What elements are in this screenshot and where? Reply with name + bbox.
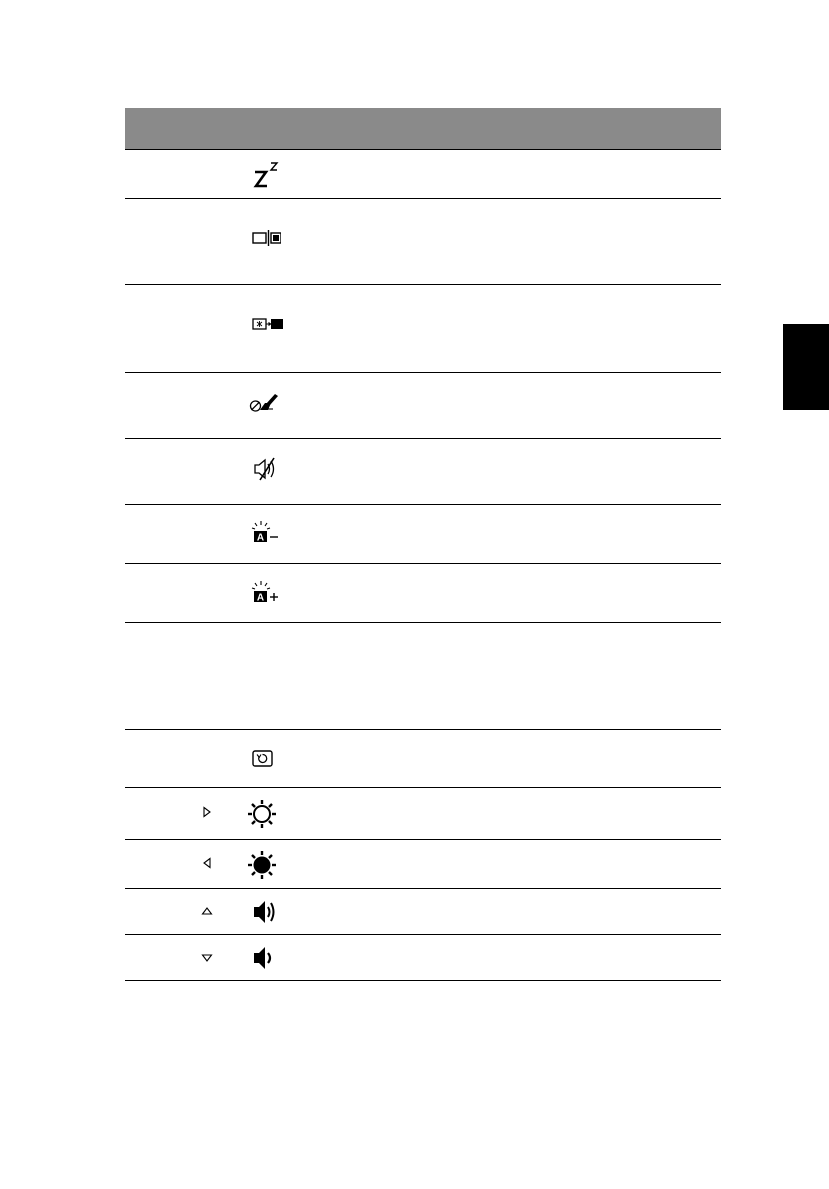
table-row (125, 505, 721, 564)
table-row (125, 285, 721, 373)
section-thumb-tab (783, 324, 829, 410)
screen-blank-icon (245, 316, 289, 332)
table-row (125, 199, 721, 285)
keyboard-backlight-down-icon (245, 520, 289, 544)
table-row (125, 840, 721, 889)
brightness-down-icon (245, 849, 289, 881)
table-row (125, 889, 721, 935)
table-row (125, 373, 721, 439)
down-arrow-key-icon (200, 951, 214, 965)
display-toggle-icon (245, 229, 289, 247)
table-header (125, 108, 721, 150)
left-arrow-key-icon (200, 856, 214, 870)
up-arrow-key-icon (200, 904, 214, 918)
table-row (125, 935, 721, 981)
svg-text:A: A (256, 592, 265, 604)
speaker-mute-icon (245, 456, 289, 482)
svg-text:A: A (256, 532, 265, 544)
backup-icon (245, 748, 289, 770)
volume-up-icon (245, 898, 289, 926)
touchpad-toggle-icon (245, 390, 289, 414)
volume-down-icon (245, 944, 289, 972)
table-row (125, 564, 721, 623)
table-row (125, 439, 721, 505)
sleep-icon (245, 158, 289, 190)
table-row (125, 730, 721, 788)
hotkey-table (125, 108, 721, 981)
brightness-up-icon (245, 798, 289, 830)
keyboard-backlight-up-icon (245, 580, 289, 604)
table-row (125, 150, 721, 199)
table-row (125, 623, 721, 730)
right-arrow-key-icon (200, 805, 214, 819)
table-row (125, 788, 721, 840)
